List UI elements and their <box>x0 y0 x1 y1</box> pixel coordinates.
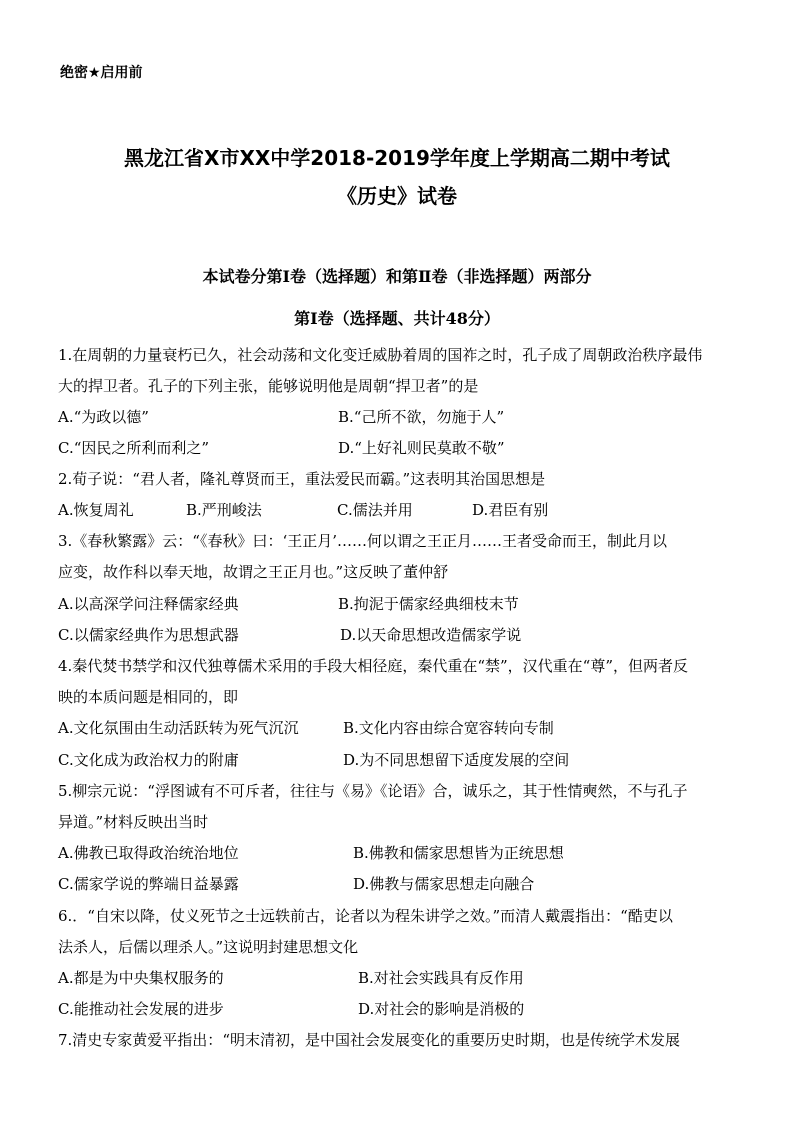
confidential-label: 绝密★启用前 <box>60 65 143 81</box>
question-3-option-b: B.拘泥于儒家经典细枝末节 <box>338 595 519 613</box>
question-6-stem-line-1: 6.．“自宋以降，仗义死节之士远轶前古，论者以为程朱讲学之效。”而清人戴震指出：“酷吏以 <box>58 907 673 925</box>
question-4-option-b: B.文化内容由综合宽容转向专制 <box>343 719 554 737</box>
question-6-option-a: A.都是为中央集权服务的 <box>58 969 224 987</box>
paper-structure-note: 本试卷分第Ⅰ卷（选择题）和第Ⅱ卷（非选择题）两部分 <box>202 267 592 286</box>
question-5-option-c: C.儒家学说的弊端日益暴露 <box>58 875 239 893</box>
question-6-stem-line-2: 法杀人，后儒以理杀人。”这说明封建思想文化 <box>58 938 359 956</box>
question-2-option-c: C.儒法并用 <box>337 501 413 519</box>
part-one-heading: 第Ⅰ卷（选择题、共计48分） <box>294 309 500 328</box>
question-5-option-a: A.佛教已取得政治统治地位 <box>58 844 239 862</box>
question-2-option-d: D.君臣有别 <box>472 501 549 519</box>
question-1-option-c: C.“因民之所利而利之” <box>58 439 210 457</box>
question-4-option-c: C.文化成为政治权力的附庸 <box>58 751 239 769</box>
question-2-stem-line-1: 2.荀子说：“君人者，隆礼尊贤而王，重法爱民而霸。”这表明其治国思想是 <box>58 470 546 488</box>
exam-title: 黑龙江省X市XX中学2018-2019学年度上学期高二期中考试 <box>124 146 670 170</box>
question-2-option-b: B.严刑峻法 <box>186 501 262 519</box>
question-3-option-a: A.以高深学问注释儒家经典 <box>58 595 239 613</box>
question-4-stem-line-1: 4.秦代焚书禁学和汉代独尊儒术采用的手段大相径庭，秦代重在“禁”，汉代重在“尊”，但两者反 <box>58 657 688 675</box>
question-1-option-a: A.“为政以德” <box>58 408 149 426</box>
question-7-stem-line-1: 7.清史专家黄爱平指出：“明末清初，是中国社会发展变化的重要历史时期，也是传统学术发展 <box>58 1031 680 1049</box>
question-1-stem-line-2: 大的捍卫者。孔子的下列主张，能够说明他是周朝“捍卫者”的是 <box>58 377 479 395</box>
question-2-option-a: A.恢复周礼 <box>58 501 134 519</box>
question-4-option-d: D.为不同思想留下适度发展的空间 <box>343 751 570 769</box>
question-5-option-d: D.佛教与儒家思想走向融合 <box>353 875 535 893</box>
question-3-stem-line-1: 3.《春秋繁露》云：“《春秋》曰：‘王正月’……何以谓之王正月……王者受命而王，制此月以 <box>58 532 668 550</box>
question-3-option-c: C.以儒家经典作为思想武器 <box>58 626 239 644</box>
question-3-option-d: D.以天命思想改造儒家学说 <box>340 626 522 644</box>
question-1-stem-line-1: 1.在周朝的力量衰朽已久，社会动荡和文化变迁威胁着周的国祚之时，孔子成了周朝政治秩序最伟 <box>58 346 703 364</box>
question-4-option-a: A.文化氛围由生动活跃转为死气沉沉 <box>58 719 299 737</box>
question-6-option-d: D.对社会的影响是消极的 <box>358 1000 525 1018</box>
question-1-option-b: B.“己所不欲，勿施于人” <box>338 408 505 426</box>
question-3-stem-line-2: 应变，故作科以奉天地，故谓之王正月也。”这反映了董仲舒 <box>58 563 449 581</box>
question-5-stem-line-1: 5.柳宗元说：“浮图诚有不可斥者，往往与《易》《论语》合，诚乐之，其于性情奭然，不与孔子 <box>58 782 688 800</box>
subject-title: 《历史》试卷 <box>337 184 457 208</box>
question-6-option-c: C.能推动社会发展的进步 <box>58 1000 224 1018</box>
question-4-stem-line-2: 映的本质问题是相同的，即 <box>58 688 239 706</box>
question-5-stem-line-2: 异道。”材料反映出当时 <box>58 813 209 831</box>
question-6-option-b: B.对社会实践具有反作用 <box>358 969 524 987</box>
question-5-option-b: B.佛教和儒家思想皆为正统思想 <box>353 844 564 862</box>
question-1-option-d: D.“上好礼则民莫敢不敬” <box>338 439 505 457</box>
